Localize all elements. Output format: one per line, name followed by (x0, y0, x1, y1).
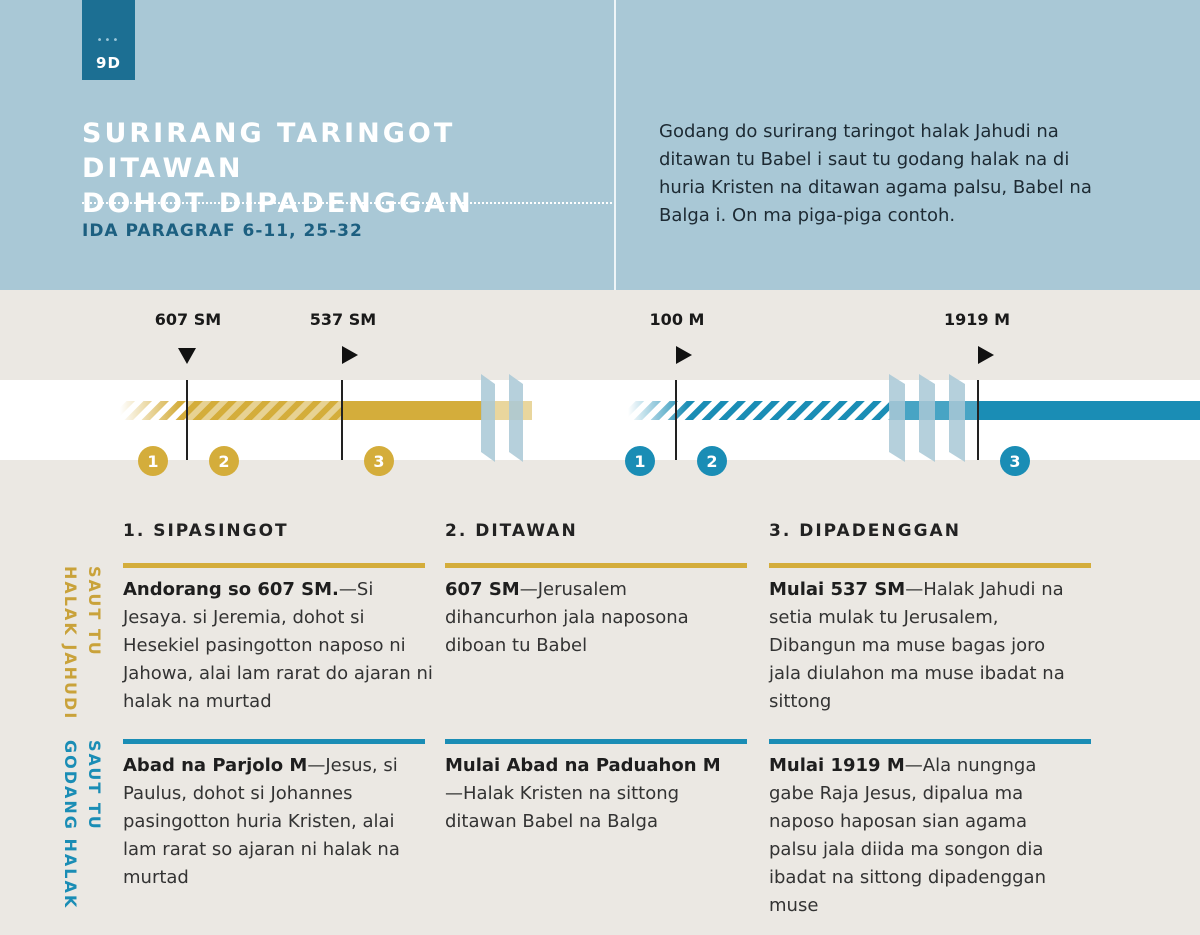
title-rule (82, 202, 612, 204)
down-arrow-607 (178, 348, 196, 364)
blue-track-fade (628, 401, 688, 420)
row-label-many-line-1: SAUT TU (85, 740, 104, 831)
blue-marker-2 (697, 446, 727, 476)
date-label-100: 100 M (649, 310, 705, 329)
intro-text: Godang do surirang taringot halak Jahudi na ditawan tu Babel i saut tu godang halak na di huria Kristen na ditawan agama palsu, Babel na Balga i. On ma piga-piga contoh. (659, 121, 1092, 226)
rule-many-3 (769, 739, 1091, 744)
cell-many-captivity-text: —Halak Kristen na sittong ditawan Babel na Balga (445, 783, 680, 832)
tag-number: 9D (96, 54, 121, 72)
column-heading-2: 2. DITAWAN (445, 521, 578, 541)
cell-jews-restored-text: —Halak Jahudi na setia mulak tu Jerusalem, Dibangun ma muse bagas joro jala diulahon ma muse ibadat na sittong (769, 579, 1065, 712)
cell-jews-warning-bold: Andorang so 607 SM. (123, 579, 339, 600)
gold-marker-3 (364, 446, 394, 476)
row-label-many (58, 740, 106, 910)
rule-many-2 (445, 739, 747, 744)
timeline (0, 290, 1200, 490)
gold-track-hatched-solid (187, 401, 342, 420)
right-arrow-100 (676, 346, 692, 364)
cell-many-warning-bold: Abad na Parjolo M (123, 755, 308, 776)
blue-marker-2-label: 2 (706, 452, 718, 471)
column-heading-1: 1. SIPASINGOT (123, 521, 289, 541)
cell-jews-warning (123, 576, 438, 716)
cell-jews-restored (769, 576, 1069, 716)
cell-jews-captivity-bold: 607 SM (445, 579, 520, 600)
cell-many-captivity (445, 752, 725, 836)
cell-jews-captivity (445, 576, 715, 660)
gold-track-fade (120, 401, 180, 420)
rule-jews-1 (123, 563, 425, 568)
right-arrow-537 (342, 346, 358, 364)
row-label-many-line-2: GODANG HALAK (61, 740, 80, 910)
rule-many-1 (123, 739, 425, 744)
cell-jews-restored-bold: Mulai 537 SM (769, 579, 906, 600)
date-label-1919: 1919 M (943, 310, 1011, 329)
section-tag (82, 0, 135, 80)
rule-jews-2 (445, 563, 747, 568)
date-label-537: 537 SM (309, 310, 377, 329)
row-label-jews (58, 566, 106, 726)
blue-track-solid (978, 401, 1200, 420)
gold-marker-1 (138, 446, 168, 476)
header-panel (0, 0, 1200, 290)
blue-marker-1 (625, 446, 655, 476)
cell-many-warning-text: —Jesus, si Paulus, dohot si Johannes pasingotton huria Kristen, alai lam rarat so ajaran ni halak na murtad (123, 755, 400, 888)
gold-marker-2-label: 2 (218, 452, 230, 471)
cell-many-restored-bold: Mulai 1919 M (769, 755, 905, 776)
blue-marker-1-label: 1 (634, 452, 646, 471)
tag-dots: ••• (96, 35, 121, 46)
gold-marker-3-label: 3 (373, 452, 385, 471)
cell-many-restored (769, 752, 1079, 920)
column-heading-3: 3. DIPADENGGAN (769, 521, 961, 541)
page-subtitle: IDA PARAGRAF 6-11, 25-32 (82, 221, 363, 241)
gold-marker-1-label: 1 (147, 452, 159, 471)
cell-many-warning (123, 752, 413, 892)
gold-track-solid (342, 401, 482, 420)
row-label-jews-line-1: SAUT TU (85, 566, 104, 657)
title-line-1: SURIRANG TARINGOT DITAWAN (82, 118, 456, 184)
rule-jews-3 (769, 563, 1091, 568)
blue-marker-3 (1000, 446, 1030, 476)
cell-jews-warning-text: —Si Jesaya. si Jeremia, dohot si Hesekiel pasingotton naposo ni Jahowa, alai lam rarat do ajaran ni halak na murtad (123, 579, 433, 712)
blue-marker-3-label: 3 (1009, 452, 1021, 471)
cell-jews-captivity-text: —Jerusalem dihancurhon jala naposona diboan tu Babel (445, 579, 689, 656)
cell-many-captivity-bold: Mulai Abad na Paduahon M (445, 755, 721, 776)
row-label-jews-line-2: HALAK JAHUDI (61, 566, 80, 721)
break-marker-blue (889, 374, 965, 462)
gold-marker-2 (209, 446, 239, 476)
title-line-2: DOHOT DIPADENGGAN (82, 188, 474, 219)
date-label-607: 607 SM (154, 310, 222, 329)
right-arrow-1919 (978, 346, 994, 364)
page-title (82, 116, 622, 221)
cell-many-restored-text: —Ala nungnga gabe Raja Jesus, dipalua ma naposo haposan sian agama palsu jala diida ma songon dia ibadat na sittong dipadenggan muse (769, 755, 1046, 916)
